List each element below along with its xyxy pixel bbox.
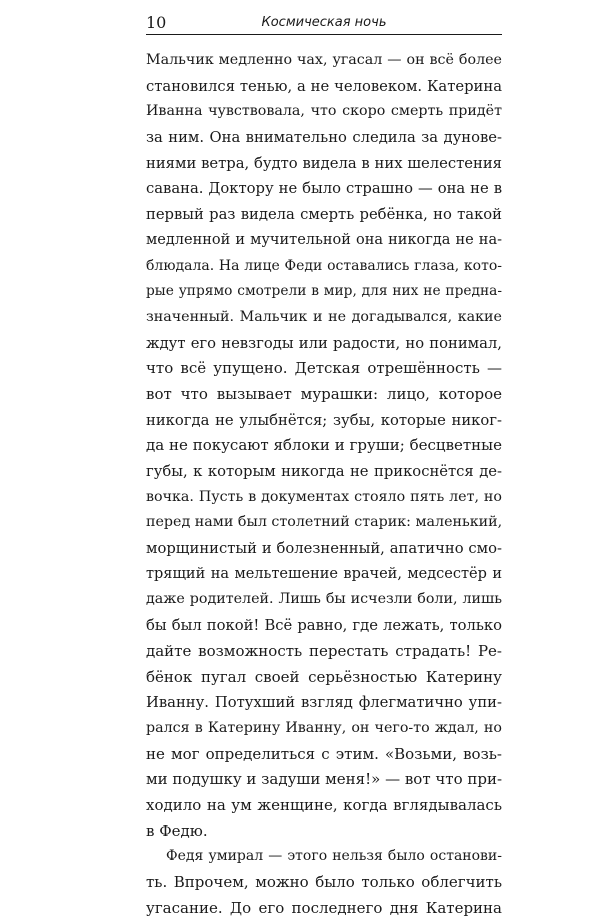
text-line: да не покусают яблоки и груши; бесцветные (146, 436, 502, 455)
text-line: вочка. Пусть в документах стояло пять лет, но (146, 488, 502, 505)
text-line: становился тенью, а не человеком. Катерина (146, 77, 502, 95)
text-line: ждут его невзгоды или радости, но понимал, (146, 334, 502, 352)
body-text (146, 48, 502, 921)
text-line: что всё упущено. Детская отрешённость — (146, 359, 502, 378)
text-line: угасание. До его последнего дня Катерина (146, 898, 502, 917)
text-line: Федя умирал — этого нельзя было останови- (166, 848, 502, 865)
text-line: Иванна чувствовала, что скоро смерть придёт (146, 103, 502, 120)
text-line: блюдала. На лице Феди оставались глаза, кото- (146, 257, 502, 274)
page-number: 10 (146, 13, 167, 32)
text-line: ть. Впрочем, можно было только облегчить (146, 873, 502, 891)
text-line: в Федю. (146, 821, 208, 840)
text-line: значенный. Мальчик и не догадывался, какие (146, 308, 502, 325)
text-line: медленной и мучительной она никогда не на- (146, 231, 502, 248)
text-line: Иванну. Потухший взгляд флегматично упи- (146, 694, 502, 712)
text-line: морщинистый и болезненный, апатично смо- (146, 540, 502, 558)
text-line: бы был покой! Всё равно, где лежать, только (146, 617, 502, 635)
text-line: рые упрямо смотрели в мир, для них не предна- (146, 283, 502, 300)
text-line: вот что вызывает мурашки: лицо, которое (146, 384, 502, 403)
text-line: первый раз видела смерть ребёнка, но такой (146, 206, 502, 224)
text-line: бёнок пугал своей серьёзностью Катерину (146, 667, 502, 686)
text-line: даже родителей. Лишь бы исчезли боли, лишь (146, 591, 502, 608)
text-line: трящий на мельтешение врачей, медсестёр и (146, 565, 502, 582)
text-line: дайте возможность перестать страдать! Ре- (146, 641, 502, 660)
text-line: ходило на ум женщине, когда вглядывалась (146, 795, 502, 814)
text-line: за ним. Она внимательно следила за дунове- (146, 129, 502, 147)
text-line: не мог определиться с этим. «Возьми, возь- (146, 744, 502, 763)
text-line: рался в Катерину Иванну, он чего-то ждал, но (146, 719, 502, 736)
running-title: Космическая ночь (261, 15, 387, 30)
text-line: савана. Доктору не было страшно — она не в (146, 180, 502, 198)
text-line: Мальчик медленно чах, угасал — он всё более (146, 52, 502, 68)
page-header (146, 14, 502, 35)
text-line: ниями ветра, будто видела в них шелестения (146, 154, 502, 172)
text-line: перед нами был столетний старик: маленький, (146, 514, 503, 531)
text-line: никогда не улыбнётся; зубы, которые никог- (146, 411, 502, 429)
text-line: ми подушку и задуши меня!» — вот что при- (146, 770, 503, 789)
text-line: губы, к которым никогда не прикоснётся де- (146, 463, 502, 480)
